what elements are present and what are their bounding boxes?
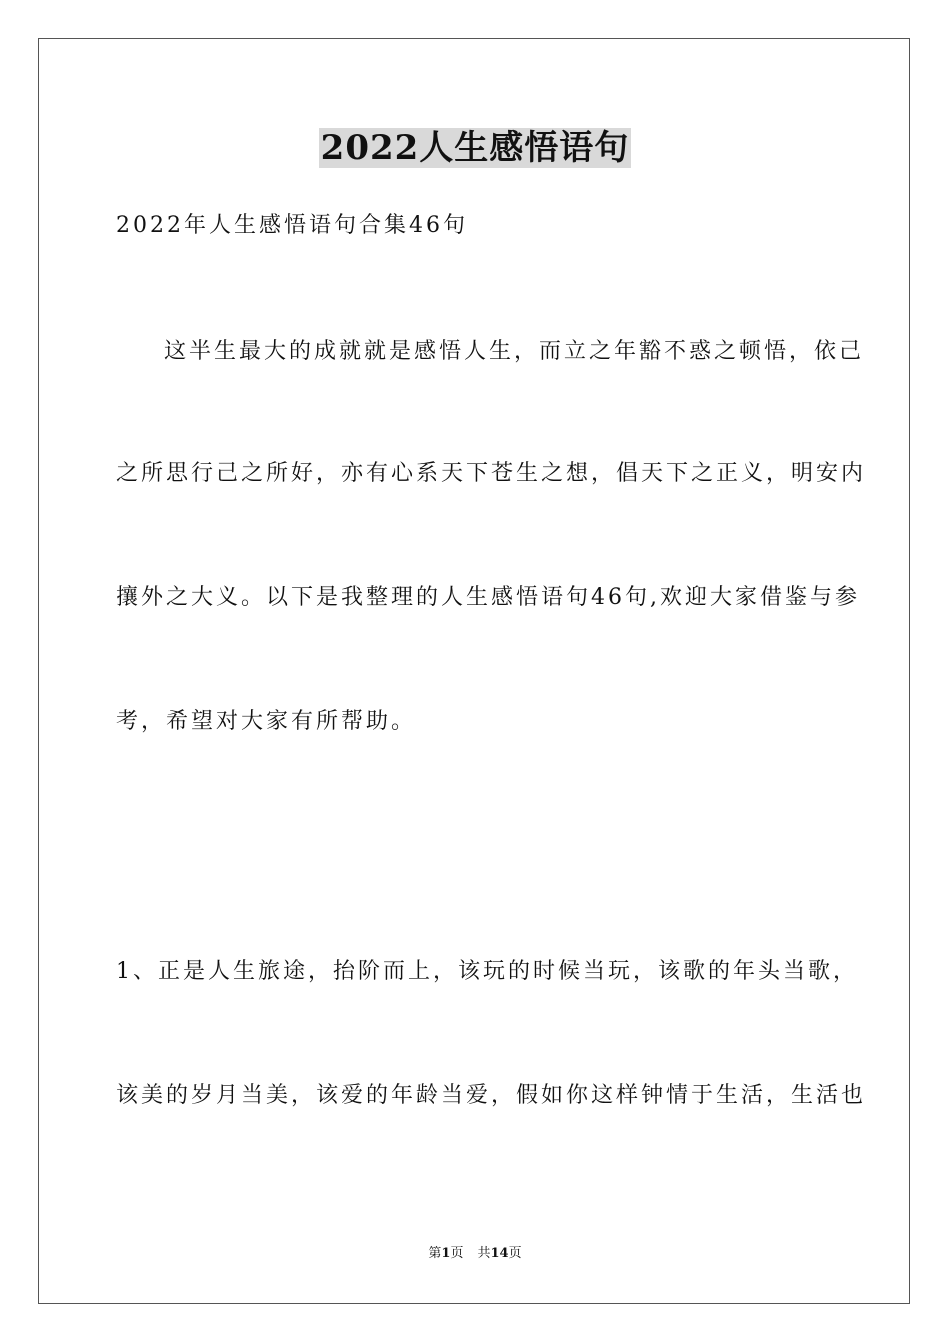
footer-total-pages: 14 [490, 1246, 509, 1261]
footer-page-suffix: 页 [450, 1246, 464, 1261]
document-title: 2022人生感悟语句 [320, 128, 630, 168]
title-container [0, 128, 950, 168]
page-footer [0, 1246, 950, 1262]
paragraph-line-6: 该美的岁月当美，该爱的年龄当爱，假如你这样钟情于生活，生活也 [116, 1083, 867, 1108]
paragraph-line-1: 这半生最大的成就就是感悟人生，而立之年豁不惑之顿悟，依己 [164, 339, 865, 364]
footer-page-prefix: 第 [428, 1246, 442, 1261]
paragraph-line-4: 考，希望对大家有所帮助。 [116, 709, 417, 734]
paragraph-line-5: 1、正是人生旅途，抬阶而上，该玩的时候当玩，该歌的年头当歌， [116, 959, 858, 984]
footer-total-suffix: 页 [508, 1246, 522, 1261]
footer-total-prefix: 共 [477, 1246, 491, 1261]
document-subtitle: 2022年人生感悟语句合集46句 [116, 213, 468, 238]
paragraph-line-2: 之所思行己之所好，亦有心系天下苍生之想，倡天下之正义，明安内 [116, 461, 867, 486]
paragraph-line-3: 攘外之大义。以下是我整理的人生感悟语句46句,欢迎大家借鉴与参 [116, 585, 860, 610]
footer-page-number: 1 [441, 1246, 451, 1261]
